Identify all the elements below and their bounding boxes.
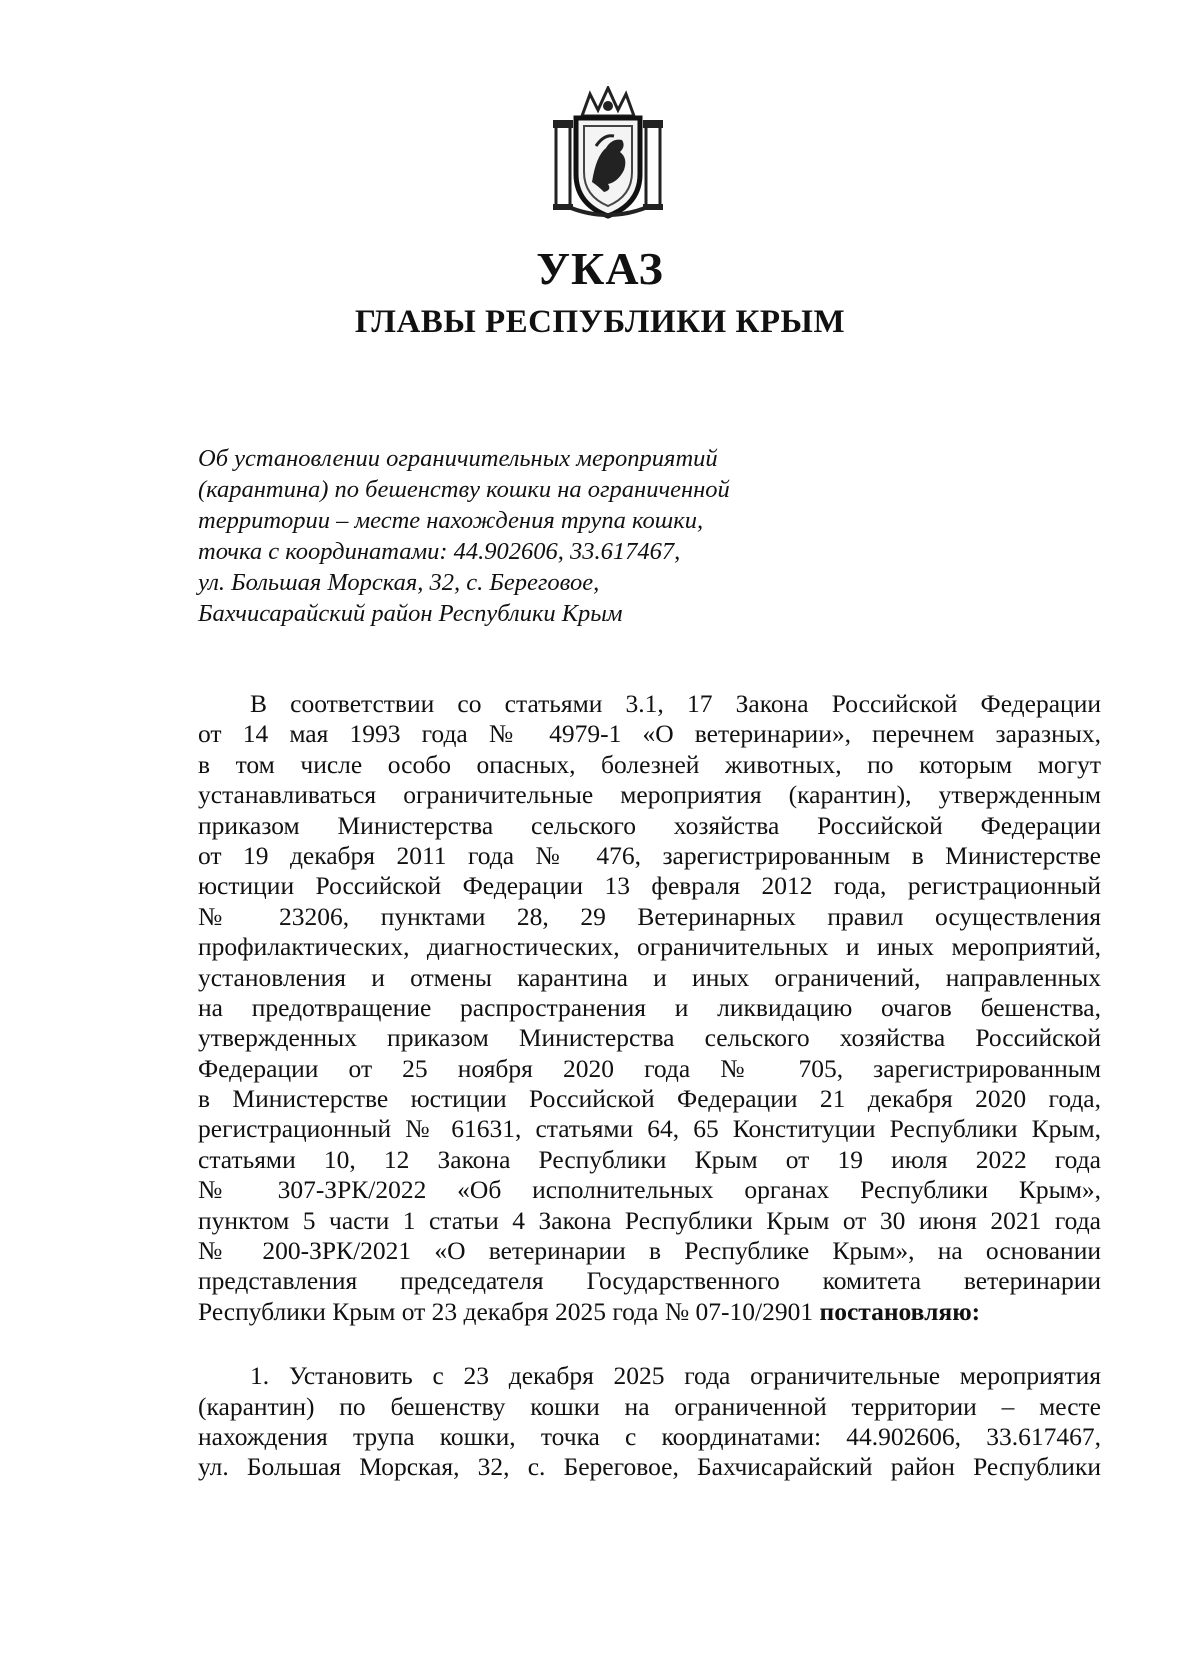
decree-subject — [198, 443, 898, 629]
subject-line: точка с координатами: 44.902606, 33.617467, — [198, 538, 681, 565]
item-1-line: нахождения трупа кошки, точка с координатами: 44.902606, 33.617467, — [198, 1421, 1101, 1451]
preamble-line: пунктом 5 части 1 статьи 4 Закона Республики Крым от 30 июня 2021 года — [198, 1205, 1101, 1235]
preamble-line: регистрационный № 61631, статьями 64, 65 Конституции Республики Крым, — [198, 1114, 1101, 1144]
preamble-line: от 19 декабря 2011 года № 476, зарегистрированным в Министерстве — [198, 840, 1101, 870]
preamble-line: установления и отмены карантина и иных ограничений, направленных — [198, 962, 1101, 992]
issuer-title: ГЛАВЫ РЕСПУБЛИКИ КРЫМ — [354, 304, 846, 340]
preamble-line: на предотвращение распространения и ликвидацию очагов бешенства, — [198, 992, 1101, 1022]
preamble-paragraph — [198, 689, 1101, 1327]
item-1-line: 1. Установить с 23 декабря 2025 года ограничительные мероприятия — [250, 1361, 1101, 1391]
preamble-line: утвержденных приказом Министерства сельского хозяйства Российской — [198, 1023, 1101, 1053]
preamble-line: представления председателя Государственного комитета ветеринарии — [198, 1266, 1101, 1296]
decree-word: постановляю: — [819, 1296, 981, 1326]
subject-line: территории – месте нахождения трупа кошки, — [198, 507, 704, 534]
item-1-line: (карантин) по бешенству кошки на ограниченной территории – месте — [198, 1391, 1101, 1421]
preamble-line: Федерации от 25 ноября 2020 года № 705, зарегистрированным — [198, 1053, 1101, 1083]
preamble-last-text: Республики Крым от 23 декабря 2025 года № 07-10/2901 — [198, 1296, 814, 1326]
preamble-line: от 14 мая 1993 года № 4979-1 «О ветеринарии», перечнем заразных, — [198, 719, 1101, 749]
preamble-line: в том числе особо опасных, болезней животных, по которым могут — [198, 749, 1101, 779]
preamble-line: устанавливаться ограничительные мероприятия (карантин), утвержденным — [198, 780, 1101, 810]
subject-line: Бахчисарайский район Республики Крым — [198, 600, 623, 627]
subject-line: Об установлении ограничительных мероприятий — [198, 445, 718, 472]
preamble-line: № 23206, пунктами 28, 29 Ветеринарных правил осуществления — [198, 901, 1101, 931]
document-body — [198, 689, 1101, 1483]
document-type-title: УКАЗ — [536, 243, 664, 294]
preamble-line: приказом Министерства сельского хозяйства Российской Федерации — [198, 810, 1101, 840]
subject-line: ул. Большая Морская, 32, с. Береговое, — [198, 569, 600, 596]
preamble-line: В соответствии со статьями 3.1, 17 Закона Российской Федерации — [250, 689, 1101, 718]
preamble-last-line — [198, 1297, 1101, 1327]
subject-line: (карантина) по бешенству кошки на ограниченной — [198, 476, 730, 503]
preamble-line: в Министерстве юстиции Российской Федерации 21 декабря 2020 года, — [198, 1084, 1101, 1114]
preamble-line: статьями 10, 12 Закона Республики Крым от 19 июля 2022 года — [198, 1144, 1101, 1174]
item-1-line: ул. Большая Морская, 32, с. Береговое, Бахчисарайский район Республики — [198, 1452, 1101, 1482]
paragraph-gap — [198, 1327, 1101, 1361]
preamble-line: № 200-ЗРК/2021 «О ветеринарии в Республике Крым», на основании — [198, 1236, 1101, 1266]
preamble-line: юстиции Российской Федерации 13 февраля 2012 года, регистрационный — [198, 871, 1101, 901]
crimea-coat-of-arms-icon — [552, 86, 664, 221]
item-1-paragraph — [198, 1361, 1101, 1483]
preamble-line: профилактических, диагностических, ограничительных и иных мероприятий, — [198, 932, 1101, 962]
preamble-line: № 307-ЗРК/2022 «Об исполнительных органах Республики Крым», — [198, 1175, 1101, 1205]
